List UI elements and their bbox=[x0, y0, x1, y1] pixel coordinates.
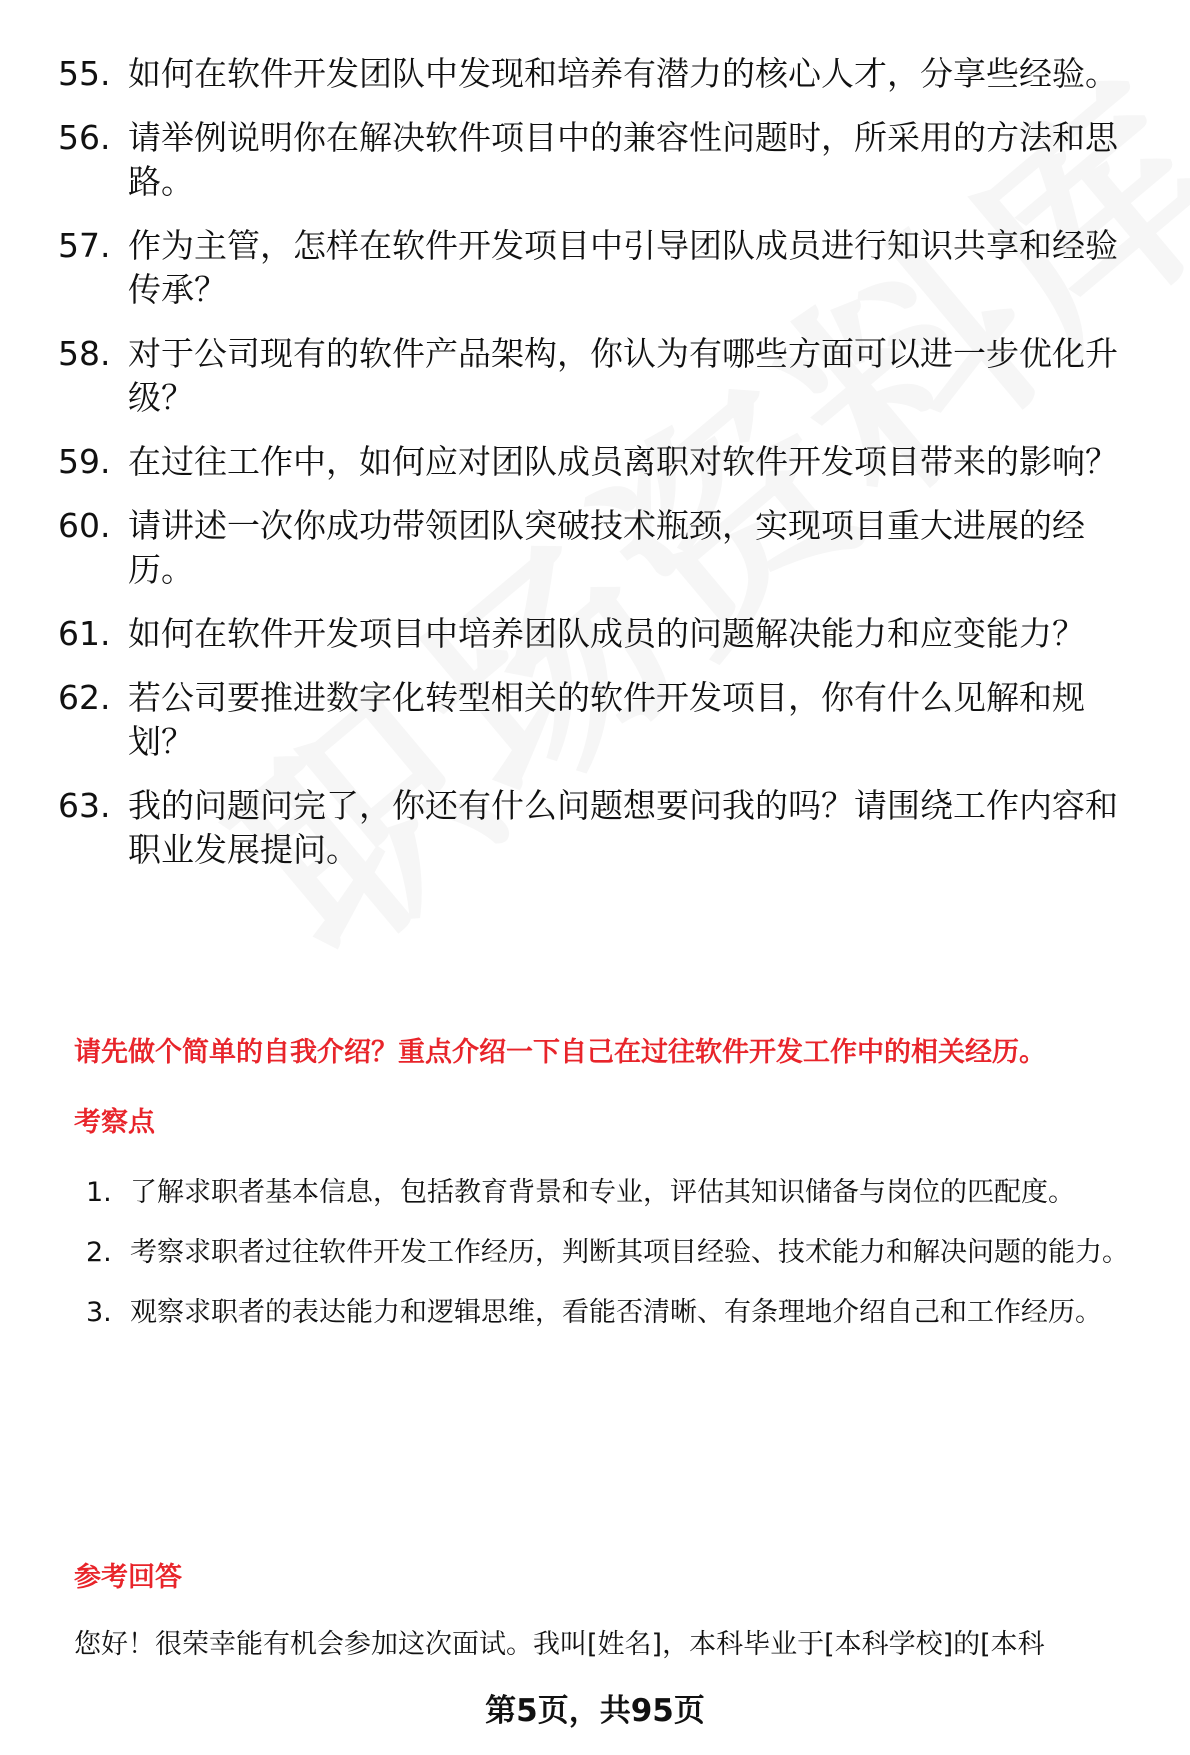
point-number: 3. bbox=[86, 1297, 112, 1328]
assessment-point bbox=[86, 1283, 1151, 1343]
point-number: 2. bbox=[86, 1237, 112, 1268]
assessment-point bbox=[86, 1163, 1151, 1223]
question-number: 55. bbox=[58, 54, 111, 93]
question-number: 63. bbox=[58, 786, 111, 825]
question-item bbox=[58, 676, 1148, 764]
question-number: 56. bbox=[58, 118, 111, 157]
question-item bbox=[58, 784, 1148, 872]
question-number: 57. bbox=[58, 226, 111, 265]
question-number: 60. bbox=[58, 506, 111, 545]
question-text: 请举例说明你在解决软件项目中的兼容性问题时，所采用的方法和思路。 bbox=[128, 118, 1118, 201]
question-number: 59. bbox=[58, 442, 111, 481]
question-text: 作为主管，怎样在软件开发项目中引导团队成员进行知识共享和经验传承？ bbox=[128, 226, 1118, 309]
assessment-point bbox=[86, 1223, 1151, 1283]
question-item bbox=[58, 440, 1148, 484]
question-text: 如何在软件开发团队中发现和培养有潜力的核心人才，分享些经验。 bbox=[128, 54, 1118, 93]
point-text: 考察求职者过往软件开发工作经历，判断其项目经验、技术能力和解决问题的能力。 bbox=[130, 1237, 1129, 1268]
reference-answer-label: 参考回答 bbox=[74, 1562, 182, 1593]
question-text: 我的问题问完了，你还有什么问题想要问我的吗？请围绕工作内容和职业发展提问。 bbox=[128, 786, 1118, 869]
question-item bbox=[58, 332, 1148, 420]
reference-answer-text: 您好！很荣幸能有机会参加这次面试。我叫[姓名]，本科毕业于[本科学校]的[本科 bbox=[74, 1629, 1045, 1660]
assessment-points-label: 考察点 bbox=[74, 1107, 155, 1138]
point-text: 了解求职者基本信息，包括教育背景和专业，评估其知识储备与岗位的匹配度。 bbox=[130, 1177, 1075, 1208]
question-text: 请讲述一次你成功带领团队突破技术瓶颈，实现项目重大进展的经历。 bbox=[128, 506, 1085, 589]
question-text: 在过往工作中，如何应对团队成员离职对软件开发项目带来的影响？ bbox=[128, 442, 1118, 481]
question-item bbox=[58, 612, 1148, 656]
point-number: 1. bbox=[86, 1177, 112, 1208]
question-title: 请先做个简单的自我介绍？重点介绍一下自己在过往软件开发工作中的相关经历。 bbox=[74, 1037, 1046, 1068]
question-number: 61. bbox=[58, 614, 111, 653]
page-number: 第5页，共95页 bbox=[485, 1693, 705, 1729]
question-number: 62. bbox=[58, 678, 111, 717]
question-text: 若公司要推进数字化转型相关的软件开发项目，你有什么见解和规划？ bbox=[128, 678, 1085, 761]
question-item bbox=[58, 224, 1148, 312]
point-text: 观察求职者的表达能力和逻辑思维，看能否清晰、有条理地介绍自己和工作经历。 bbox=[130, 1297, 1102, 1328]
question-item bbox=[58, 52, 1148, 96]
assessment-points-list bbox=[86, 1163, 1151, 1343]
question-text: 对于公司现有的软件产品架构，你认为有哪些方面可以进一步优化升级？ bbox=[128, 334, 1118, 417]
question-item bbox=[58, 116, 1148, 204]
question-item bbox=[58, 504, 1148, 592]
question-number: 58. bbox=[58, 334, 111, 373]
question-text: 如何在软件开发项目中培养团队成员的问题解决能力和应变能力？ bbox=[128, 614, 1085, 653]
question-list bbox=[58, 52, 1148, 892]
